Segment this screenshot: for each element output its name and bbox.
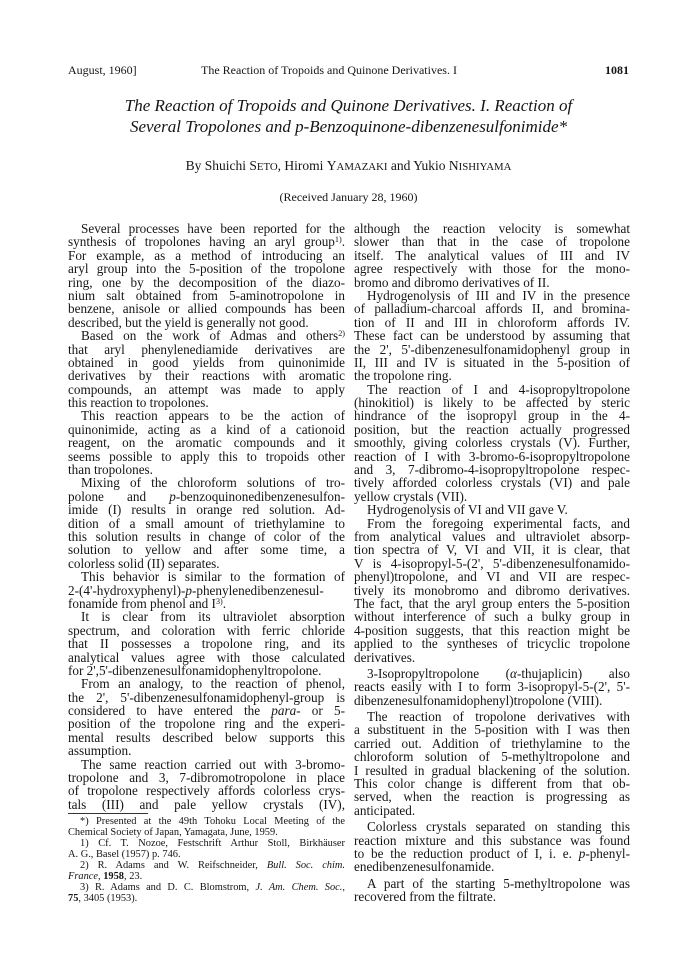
- text-line: The reaction of I and 4-isopropyltropolone: [367, 381, 630, 397]
- text-segment: , Hiromi: [277, 158, 327, 173]
- text-line: that II possesses a tropolone ring, and its: [68, 636, 345, 652]
- text-line: benzene, anisole or allied compounds has been: [68, 301, 345, 317]
- footnote-reference: 2): [338, 329, 345, 339]
- paragraph: [68, 329, 345, 409]
- text-line: [68, 597, 345, 610]
- received-date: (Received January 28, 1960): [279, 190, 418, 204]
- text-line: tals (III) and pale yellow crystals (IV),: [68, 796, 345, 812]
- text-segment: to be the reduction product of I, i. e.: [354, 845, 579, 861]
- text-line: of palladium-charcoal affords II, and bromina-: [354, 301, 630, 317]
- text-line: the 2', 5'-dibenzenesulfonamidophenyl-group is: [68, 689, 345, 705]
- text-line: For example, as a method of introducing an: [68, 247, 345, 263]
- left-column: [68, 222, 345, 811]
- text-line: This reaction appears to be the action of: [81, 408, 345, 424]
- paragraph: [354, 667, 630, 707]
- paragraph: [354, 503, 630, 516]
- text-line: this solution results in change of color of the: [68, 528, 345, 544]
- text-line: [68, 882, 345, 893]
- text-line: phenyl)tropolone, and VI and VII are respec-: [354, 569, 630, 585]
- text-line: the 2', 5'-dibenzenesulfonamidophenyl group in: [354, 341, 630, 357]
- text-line: position of the tropolone ring and the experi-: [68, 716, 345, 732]
- author-surname: SETO: [249, 158, 278, 173]
- text-line: hindrance of the isopropyl group in the 4-: [354, 408, 630, 424]
- text-line: Colorless crystals separated on standing this: [367, 819, 630, 835]
- paragraph: [68, 570, 345, 610]
- text-line: analytical values agree with those calculated: [68, 649, 345, 665]
- text-line: [68, 871, 345, 882]
- text-line: tion spectra of V, VI and VII, it is clear, that: [354, 542, 630, 558]
- text-line: reaction of I with 3-bromo-6-isopropyltropolone: [354, 448, 630, 464]
- text-line: that aryl phenylenediamide derivatives are: [68, 341, 345, 357]
- text-line: recovered from the filtrate.: [354, 889, 497, 905]
- text-line: Several Tropolones and p-Benzoquinone-dibenzenesulfonimide*: [129, 117, 568, 136]
- text-segment: ,: [342, 882, 346, 893]
- text-line: a substituent in the 5-position with I was then: [354, 722, 630, 738]
- author-byline: [40, 157, 657, 175]
- text-line: tively its monobromo and dibromo derivatives.: [354, 582, 630, 598]
- running-head: [68, 62, 629, 78]
- paragraph: [68, 409, 345, 476]
- text-segment: synthesis of tropolones having an aryl group: [68, 234, 335, 250]
- footnote: [68, 860, 345, 882]
- text-line: mental results described below supports this: [68, 729, 345, 745]
- text-line: reagent, on the aromatic compounds and it: [68, 435, 345, 451]
- text-line: The Reaction of Tropoids and Quinone Derivatives. I. Reaction of: [124, 96, 573, 115]
- bold-text: 75: [68, 893, 79, 904]
- text-line: without interference of such a bulky group in: [354, 609, 630, 625]
- text-line: quinonimide, acting as a kind of a cationoid: [68, 421, 345, 437]
- text-line: Several processes have been reported for the: [81, 221, 345, 236]
- text-line: dition of a small amount of triethylamine to: [68, 515, 345, 531]
- text-line: compounds, an attempt was made to apply: [68, 381, 345, 397]
- text-line: These fact can be understood by assuming that: [354, 328, 630, 344]
- paragraph: [354, 222, 630, 289]
- footnote: [68, 816, 345, 838]
- text-line: agree respectively with those for the mono-: [354, 261, 630, 277]
- text-line: dibenzenesulfonamidophenyl)tropolone (VIII).: [354, 692, 603, 708]
- text-segment: -phenylenedibenzenesul-: [191, 582, 324, 598]
- issue-date: August, 1960]: [68, 63, 137, 77]
- text-line: Hydrogenolysis of VI and VII gave V.: [367, 502, 568, 518]
- text-line: nium salt obtained from 5-aminotropolone in: [68, 287, 345, 303]
- text-line: of tropolone respectively affords colorless crys-: [68, 783, 345, 799]
- text-line: smoothly, giving colorless crystals (V). Further,: [354, 435, 630, 451]
- text-segment: -benzoquinonedibenzenesulfon-: [175, 488, 345, 504]
- right-column: [354, 222, 630, 904]
- text-line: although the reaction velocity is somewhat: [354, 221, 630, 236]
- text-segment: ,: [98, 871, 104, 882]
- text-line: [40, 157, 657, 175]
- footnote-reference: 3): [215, 596, 223, 606]
- text-line: Chemical Society of Japan, Yamagata, June, 1959.: [68, 827, 278, 838]
- italic-text: Bull. Soc. chim.: [266, 860, 345, 871]
- text-line: I resulted in gradual blackening of the solution.: [354, 762, 630, 778]
- text-line: [68, 584, 345, 597]
- paragraph: [68, 610, 345, 677]
- text-line: aryl group into the 5-position of the tropolone: [68, 261, 345, 277]
- text-line: for 2',5'-dibenzenesulfonamidophenyltropolone.: [68, 662, 322, 678]
- text-line: than tropolones.: [68, 462, 153, 478]
- text-line: A part of the starting 5-methyltropolone was: [367, 875, 630, 891]
- footnote: [68, 838, 345, 860]
- text-segment: .: [341, 234, 345, 250]
- text-line: position, but the reaction actually progressed: [354, 421, 630, 437]
- text-line: 1) Cf. T. Nozoe, Festschrift Arthur Stoll, Birkhäuser: [80, 838, 345, 849]
- author-surname: YAMAZAKI: [326, 158, 388, 173]
- text-line: The reaction of tropolone derivatives with: [367, 709, 630, 725]
- text-line: Mixing of the chloroform solutions of tro-: [81, 475, 345, 491]
- running-title: The Reaction of Tropoids and Quinone Derivatives. I: [201, 63, 457, 77]
- text-segment: 3) R. Adams and D. C. Blomstrom,: [80, 882, 256, 893]
- text-line: 4-position suggests, that this reaction might be: [354, 622, 630, 638]
- text-segment: polone and: [68, 488, 170, 504]
- text-line: [68, 860, 345, 871]
- text-segment: 2) R. Adams and W. Reifschneider,: [80, 860, 267, 871]
- paragraph: [68, 222, 345, 329]
- text-line: this reaction to tropolones.: [68, 395, 209, 411]
- text-line: [68, 704, 345, 717]
- text-segment: fonamide from phenol and I: [68, 595, 216, 611]
- text-line: enedibenzenesulfonamide.: [354, 859, 495, 875]
- text-segment: and Yukio: [387, 158, 449, 173]
- text-line: the tropolone ring.: [354, 368, 452, 384]
- author-surname: NISHIYAMA: [448, 158, 512, 173]
- footnotes: [68, 816, 345, 904]
- text-segment: By Shuichi: [185, 158, 250, 173]
- text-line: colorless solid (II) separates.: [68, 555, 220, 571]
- text-line: (hinokitiol) is likely to be affected by steric: [354, 395, 630, 411]
- text-line: chloroform solution of 5-methyltropolone and: [354, 749, 630, 765]
- text-line: from analytical values and ultraviolet absorp-: [354, 528, 630, 544]
- text-line: tively afforded colorless crystals (VI) and pale: [354, 475, 630, 491]
- text-line: From an analogy, to the reaction of phenol,: [81, 676, 345, 692]
- text-line: The fact, that the aryl group enters the 5-position: [354, 595, 630, 611]
- text-line: itself. The analytical values of III and IV: [354, 247, 630, 263]
- text-line: served, when the reaction is progressing as: [354, 789, 630, 805]
- italic-text: p: [185, 582, 192, 598]
- text-line: described, but the yield is generally not good.: [68, 314, 309, 330]
- text-line: tion of II and III in chloroform affords IV.: [354, 314, 630, 330]
- text-line: [68, 329, 345, 342]
- text-segment: -phenyl-: [585, 845, 630, 861]
- text-line: *) Presented at the 49th Tohoku Local Meeting of the: [80, 816, 345, 827]
- text-line: From the foregoing experimental facts, and: [367, 515, 630, 531]
- text-segment: -thujaplicin) also: [516, 665, 630, 681]
- footnote-reference: 1): [334, 235, 342, 245]
- text-segment: - or 5-: [296, 703, 345, 719]
- paragraph: [354, 289, 630, 383]
- text-line: slower than that in the case of tropolone: [354, 234, 630, 250]
- text-line: [354, 667, 630, 680]
- text-segment: 2-(4'-hydroxyphenyl)-: [68, 582, 186, 598]
- text-line: This color change is different from that ob-: [354, 776, 630, 792]
- text-line: applied to the syntheses of tricyclic tropolone: [354, 636, 630, 652]
- text-line: reacts easily with I to form 3-isopropyl-5-(2', 5'-: [354, 679, 630, 695]
- text-segment: considered to have entered the: [68, 703, 272, 719]
- text-segment: , 23.: [124, 871, 143, 882]
- text-line: derivatives.: [354, 649, 416, 665]
- page-number: 1081: [605, 63, 629, 77]
- footnote-rule: [68, 813, 148, 814]
- text-line: This behavior is similar to the formation of: [81, 569, 345, 585]
- article-title: [40, 95, 657, 137]
- italic-text: para: [271, 703, 297, 719]
- text-line: anticipated.: [354, 802, 416, 818]
- text-line: [354, 847, 630, 860]
- footnote: [68, 882, 345, 904]
- italic-text: p: [169, 488, 176, 504]
- text-segment: 3-Isopropyltropolone (: [367, 665, 511, 681]
- paragraph: [354, 517, 630, 664]
- paragraph: [68, 476, 345, 570]
- text-line: A. G., Basel (1957) p. 746.: [68, 849, 181, 860]
- text-line: The same reaction carried out with 3-bromo-: [81, 756, 345, 772]
- text-segment: Based on the work of Admas and others: [81, 328, 339, 344]
- italic-text: J. Am. Chem. Soc.: [255, 882, 343, 893]
- paragraph: [354, 710, 630, 817]
- paragraph: [354, 383, 630, 504]
- text-line: Hydrogenolysis of III and IV in the presence: [367, 287, 630, 303]
- text-segment: .: [222, 595, 227, 611]
- bold-text: 1958: [103, 871, 124, 882]
- text-line: obtained in good yields from quinonimide: [68, 354, 345, 370]
- text-line: seems possible to apply this to tropoids other: [68, 448, 345, 464]
- text-line: yellow crystals (VII).: [354, 488, 468, 504]
- text-line: derivatives by their reactions with aromatic: [68, 368, 345, 384]
- italic-text: France: [68, 871, 99, 882]
- paragraph: [354, 820, 630, 874]
- text-line: [68, 490, 345, 503]
- italic-text: p: [578, 845, 586, 861]
- text-line: assumption.: [68, 743, 132, 759]
- text-line: bromo and dibromo derivatives of II.: [354, 274, 550, 290]
- text-line: imide (I) results in orange red solution. Ad-: [68, 502, 345, 518]
- text-line: solution to yellow and after some time, a: [68, 542, 345, 558]
- italic-text: α: [510, 665, 517, 681]
- text-line: [68, 235, 345, 248]
- text-line: V is 4-isopropyl-5-(2', 5'-dibenzenesulfonamido-: [354, 555, 630, 571]
- text-line: II, III and IV is situated in the 5-position of: [354, 354, 630, 370]
- paragraph: [68, 758, 345, 812]
- text-line: spectrum, and coloration with ferric chloride: [68, 622, 345, 638]
- text-segment: , 3405 (1953).: [78, 893, 138, 904]
- text-line: tropolone and 3, 7-dibromotropolone in place: [68, 770, 345, 786]
- text-line: and 3, 7-dibromo-4-isopropyltropolone respec-: [354, 462, 630, 478]
- text-line: ring, one by the decomposition of the diazo-: [68, 274, 345, 290]
- text-line: [68, 893, 345, 904]
- text-line: carried out. Addition of triethylamine to the: [354, 735, 630, 751]
- paragraph: [68, 677, 345, 757]
- paragraph: [354, 877, 630, 904]
- text-line: reaction mixture and this substance was found: [354, 832, 630, 848]
- text-line: It is clear from its ultraviolet absorption: [81, 609, 345, 625]
